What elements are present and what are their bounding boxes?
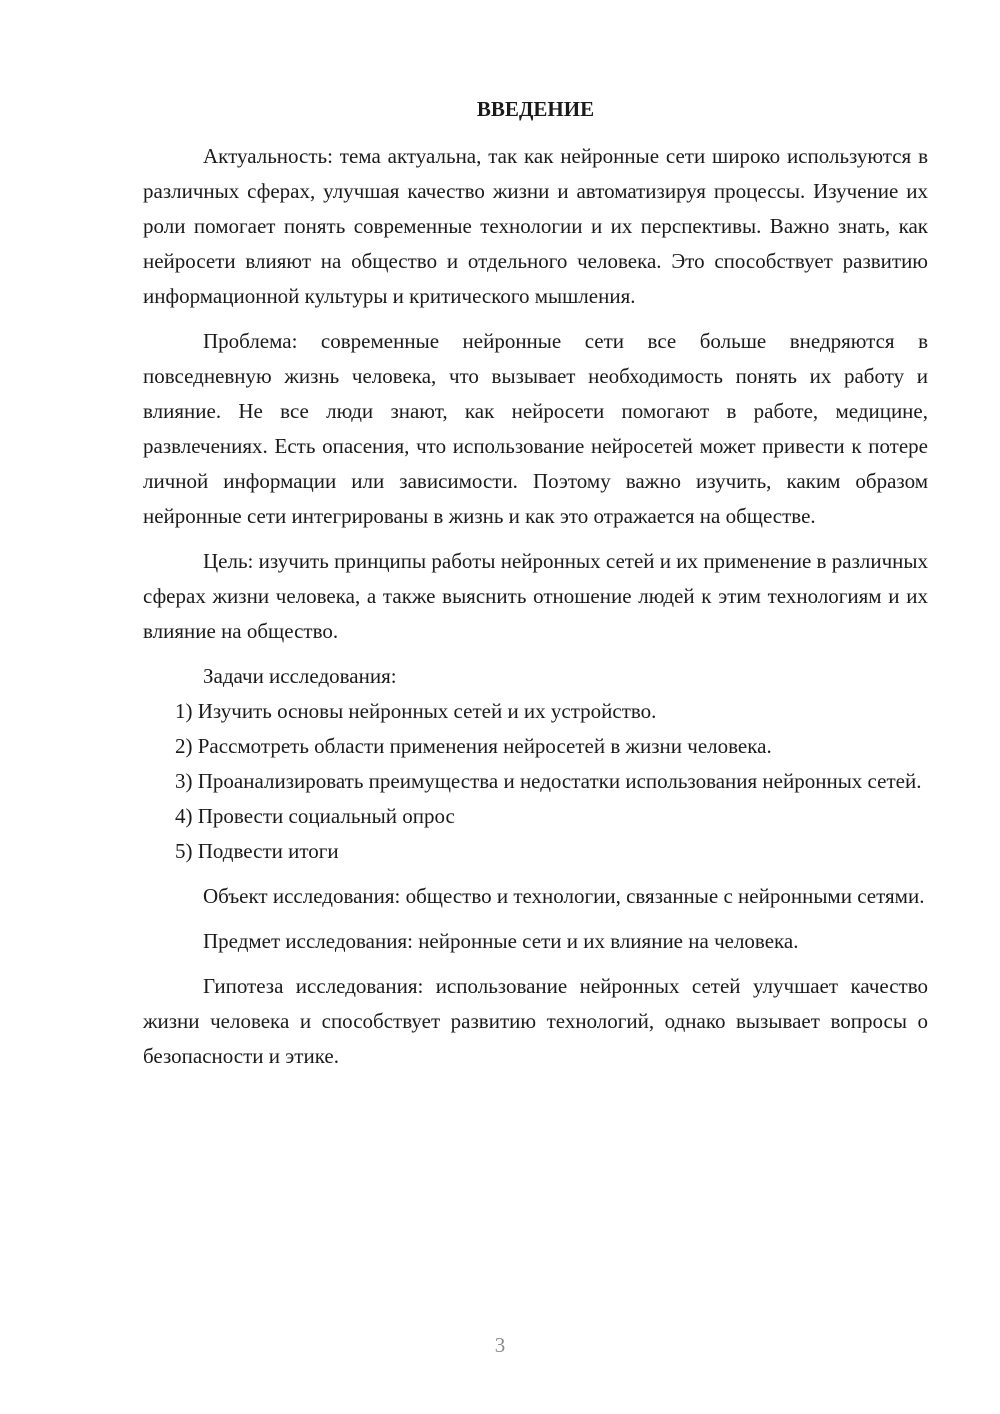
object-paragraph: Объект исследования: общество и технологии, связанные с нейронными сетями. [203, 884, 925, 908]
page-number: 3 [494, 1333, 506, 1357]
hypothesis-paragraph: Гипотеза исследования: использование нейронных сетей улучшает качество жизни человека и способствует развитию технологий, однако вызывает вопросы о безопасности и этике. [143, 974, 928, 1068]
relevance-paragraph: Актуальность: тема актуальна, так как нейронные сети широко используются в различных сферах, улучшая качество жизни и автоматизируя процессы. Изучение их роли помогает понять современные технологии и их перспективы. Важно знать, как нейросети влияют на общество и отдельного человека. Это способствует развитию информационной культуры и критического мышления. [143, 144, 928, 308]
goal-paragraph: Цель: изучить принципы работы нейронных сетей и их применение в различных сферах жизни человека, а также выяснить отношение людей к этим технологиям и их влияние на общество. [143, 549, 928, 643]
subject-paragraph: Предмет исследования: нейронные сети и их влияние на человека. [203, 929, 799, 953]
task-item-4: 4) Провести социальный опрос [175, 804, 455, 828]
task-item-1: 1) Изучить основы нейронных сетей и их устройство. [175, 699, 657, 723]
task-item-3: 3) Проанализировать преимущества и недостатки использования нейронных сетей. [175, 769, 922, 793]
task-item-5: 5) Подвести итоги [175, 839, 339, 863]
page-title: ВВЕДЕНИЕ [476, 97, 595, 121]
tasks-heading: Задачи исследования: [203, 664, 397, 688]
task-item-2: 2) Рассмотреть области применения нейросетей в жизни человека. [175, 734, 772, 758]
problem-paragraph: Проблема: современные нейронные сети все больше внедряются в повседневную жизнь человека, что вызывает необходимость понять их работу и влияние. Не все люди знают, как нейросети помогают в работе, медицине, развлечениях. Есть опасения, что использование нейросетей может привести к потере личной информации или зависимости. Поэтому важно изучить, каким образом нейронные сети интегрированы в жизнь и как это отражается на обществе. [143, 329, 928, 528]
document-page [143, 92, 928, 1074]
